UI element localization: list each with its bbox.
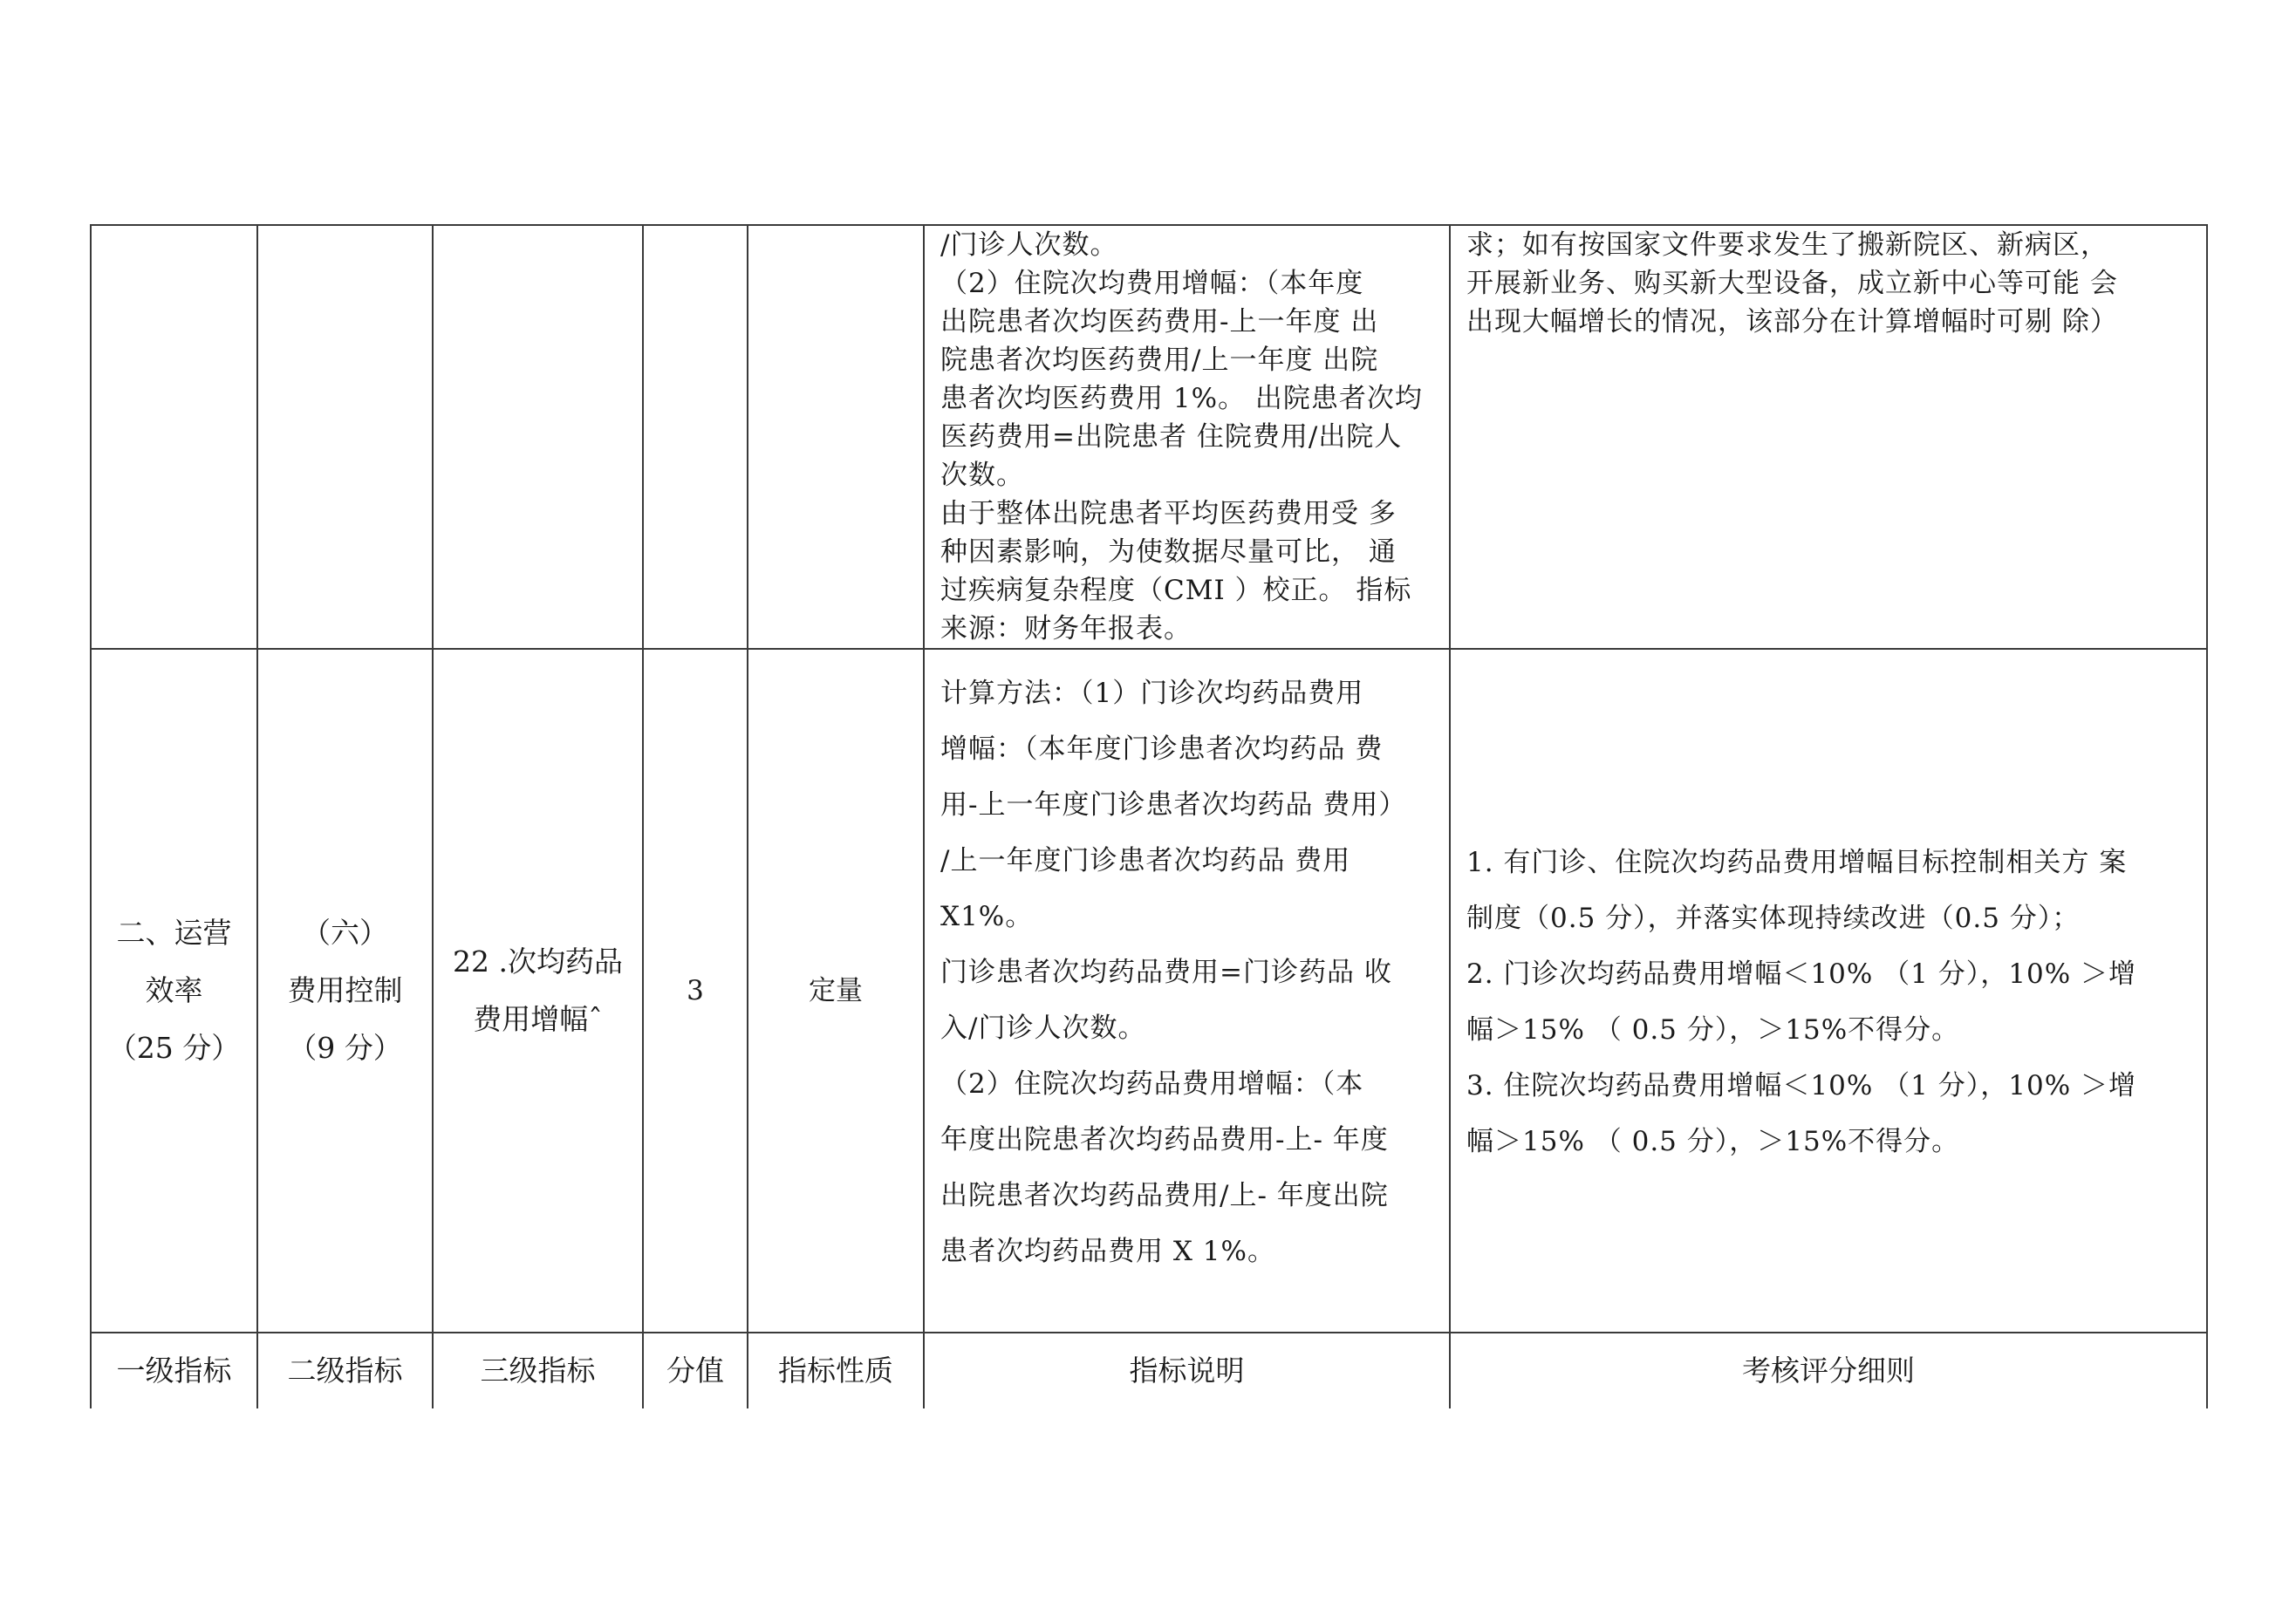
header-nature: 指标性质	[748, 1333, 924, 1408]
description-line: 来源：财务年报表。	[940, 613, 1192, 644]
description-line: 过疾病复杂程度（CMI ）校正。 指标	[940, 575, 1412, 606]
description-line: 种因素影响，为使数据尽量可比， 通	[940, 536, 1397, 568]
rule-line: 制度（0.5 分），并落实体现持续改进（0.5 分）；	[1466, 903, 2081, 934]
rule-line: 开展新业务、购买新大型设备，成立新中心等可能 会	[1466, 268, 2118, 299]
description-line: /上一年度门诊患者次均药品 费用	[940, 845, 1351, 876]
level1-line: （25 分）	[107, 1031, 241, 1065]
level2-line: （六）	[302, 916, 388, 950]
cell-level1-empty	[91, 225, 257, 649]
description-line: 患者次均药品费用 X 1%。	[940, 1236, 1275, 1267]
description-line: 增幅：（本年度门诊患者次均药品 费	[940, 733, 1384, 765]
description-line: 出院患者次均医药费用-上一年度 出	[940, 306, 1379, 338]
description-line: /门诊人次数。	[940, 229, 1118, 261]
cell-rule-continued	[1450, 225, 2207, 649]
description-line: 患者次均医药费用 1%。 出院患者次均	[940, 383, 1423, 414]
rule-line: 出现大幅增长的情况，该部分在计算增幅时可剔 除）	[1466, 306, 2118, 338]
description-line: 医药费用=出院患者 住院费用/出院人	[940, 421, 1403, 453]
cell-score	[643, 649, 748, 1333]
header-rule: 考核评分细则	[1450, 1333, 2207, 1408]
rule-line: 3. 住院次均药品费用增幅＜10% （1 分），10% ＞增	[1466, 1070, 2137, 1101]
cell-score-empty	[643, 225, 748, 649]
cell-nature	[748, 649, 924, 1333]
score-value: 3	[687, 975, 704, 1006]
rule-line: 幅＞15% （ 0.5 分），＞15%不得分。	[1466, 1014, 1960, 1046]
cell-rule	[1450, 649, 2207, 1333]
description-line: 年度出院患者次均药品费用-上- 年度	[940, 1124, 1389, 1156]
rule-line: 幅＞15% （ 0.5 分），＞15%不得分。	[1466, 1126, 1960, 1157]
cell-nature-empty	[748, 225, 924, 649]
header-level3: 三级指标	[433, 1333, 643, 1408]
description-line: 次数。	[940, 460, 1024, 491]
header-description: 指标说明	[924, 1333, 1450, 1408]
description-line: 出院患者次均药品费用/上- 年度出院	[940, 1180, 1389, 1211]
header-score: 分值	[643, 1333, 748, 1408]
description-line: 计算方法：（1）门诊次均药品费用	[940, 678, 1364, 709]
header-level2: 二级指标	[257, 1333, 433, 1408]
cell-level2-empty	[257, 225, 433, 649]
cell-description-continued	[924, 225, 1450, 649]
cell-description	[924, 649, 1450, 1333]
table-header-row	[91, 1333, 2207, 1408]
level3-line: 费用增幅ˆ	[473, 1002, 603, 1036]
description-line: 用-上一年度门诊患者次均药品 费用）	[940, 789, 1407, 821]
assessment-table	[90, 224, 2208, 1408]
cell-level3	[433, 649, 643, 1333]
level1-line: 效率	[145, 973, 203, 1007]
description-line: 入/门诊人次数。	[940, 1013, 1146, 1044]
cell-level1	[91, 649, 257, 1333]
rule-line: 求；如有按国家文件要求发生了搬新院区、新病区，	[1466, 229, 2108, 261]
description-line: 院患者次均医药费用/上一年度 出院	[940, 344, 1379, 376]
level2-line: 费用控制	[287, 973, 403, 1007]
level1-line: 二、运营	[116, 916, 232, 950]
table-row-continued	[91, 225, 2207, 649]
nature-value: 定量	[809, 975, 863, 1006]
table-row-indicator-22	[91, 649, 2207, 1333]
rule-line: 1. 有门诊、住院次均药品费用增幅目标控制相关方 案	[1466, 847, 2128, 878]
cell-level3-empty	[433, 225, 643, 649]
level2-line: （9 分）	[288, 1031, 402, 1065]
description-line: （2）住院次均药品费用增幅：（本	[940, 1068, 1364, 1100]
description-line: 门诊患者次均药品费用=门诊药品 收	[940, 957, 1392, 988]
description-line: （2）住院次均费用增幅：（本年度	[940, 268, 1364, 299]
description-line: 由于整体出院患者平均医药费用受 多	[940, 498, 1397, 529]
level3-line: 22 .次均药品	[453, 944, 623, 979]
description-line: X1%。	[940, 901, 1034, 932]
header-level1: 一级指标	[91, 1333, 257, 1408]
cell-level2	[257, 649, 433, 1333]
rule-line: 2. 门诊次均药品费用增幅＜10% （1 分），10% ＞增	[1466, 958, 2137, 990]
